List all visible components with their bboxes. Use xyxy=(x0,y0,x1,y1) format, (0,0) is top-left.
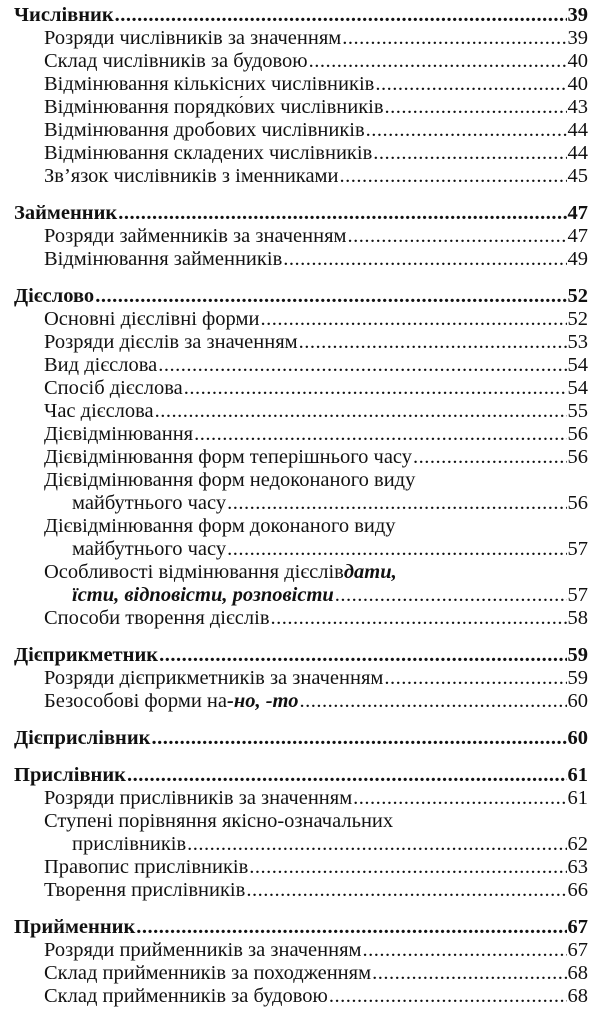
entry-line xyxy=(0,538,600,561)
dot-leader xyxy=(375,73,566,96)
page-number: 39 xyxy=(567,27,588,49)
toc-section xyxy=(0,644,600,713)
toc-entry xyxy=(0,308,600,331)
page-number: 44 xyxy=(567,119,588,141)
entry-line xyxy=(0,354,600,377)
entry-line xyxy=(0,27,600,50)
entry-line xyxy=(0,810,600,833)
page-number: 56 xyxy=(567,492,588,514)
dot-leader xyxy=(260,308,566,331)
entry-line xyxy=(0,856,600,879)
entry-line xyxy=(0,833,600,856)
dot-leader xyxy=(413,446,567,469)
toc-section xyxy=(0,727,600,750)
dot-leader xyxy=(347,225,566,248)
entry-line xyxy=(0,561,600,584)
page-number: 47 xyxy=(567,202,588,224)
toc-entry xyxy=(0,810,600,856)
toc-entry xyxy=(0,561,600,607)
entry-text: Склад прийменників за будовою xyxy=(44,985,328,1007)
entry-line xyxy=(0,446,600,469)
page-number: 59 xyxy=(567,644,588,666)
page-number: 52 xyxy=(567,285,588,307)
dot-leader xyxy=(127,764,567,787)
toc-entry xyxy=(0,985,600,1008)
toc-entry xyxy=(0,856,600,879)
entry-text: Творення прислівників xyxy=(44,879,246,901)
entry-text: Основні дієслівні форми xyxy=(44,308,260,330)
toc-entry xyxy=(0,515,600,561)
toc-entry xyxy=(0,27,600,50)
entry-line xyxy=(0,142,600,165)
toc-section xyxy=(0,764,600,902)
page-number: 45 xyxy=(567,165,588,187)
dot-leader xyxy=(118,202,566,225)
toc-section xyxy=(0,202,600,271)
dot-leader xyxy=(155,400,567,423)
toc-entry xyxy=(0,787,600,810)
page-number: 39 xyxy=(567,4,588,26)
toc-entry xyxy=(0,225,600,248)
dot-leader xyxy=(329,985,567,1008)
dot-leader xyxy=(299,690,566,713)
dot-leader xyxy=(299,331,567,354)
entry-text: прислівників xyxy=(72,833,187,855)
entry-line xyxy=(0,119,600,142)
dot-leader xyxy=(246,879,566,902)
page-number: 55 xyxy=(567,400,588,422)
page-number: 57 xyxy=(567,538,588,560)
page-number: 57 xyxy=(567,584,588,606)
dot-leader xyxy=(309,50,567,73)
dot-leader xyxy=(227,538,566,561)
dot-leader xyxy=(283,248,566,271)
entry-line xyxy=(0,400,600,423)
dot-leader xyxy=(372,962,566,985)
entry-line xyxy=(0,225,600,248)
toc-entry xyxy=(0,667,600,690)
page-number: 43 xyxy=(567,96,588,118)
entry-text: Розряди прислівників за значенням xyxy=(44,787,353,809)
toc-section xyxy=(0,916,600,1008)
toc-section xyxy=(0,285,600,630)
dot-leader xyxy=(335,584,567,607)
page-number: 44 xyxy=(567,142,588,164)
entry-line xyxy=(0,667,600,690)
page-number: 47 xyxy=(567,225,588,247)
entry-emphasis: -но, -то xyxy=(227,690,299,712)
entry-line xyxy=(0,939,600,962)
entry-text: Відмінювання займенників xyxy=(44,248,283,270)
toc-entry xyxy=(0,73,600,96)
toc-entry xyxy=(0,165,600,188)
toc-entry xyxy=(0,879,600,902)
dot-leader xyxy=(366,119,567,142)
toc-entry xyxy=(0,331,600,354)
section-heading xyxy=(0,916,600,939)
section-title: Дієприкметник xyxy=(14,644,159,666)
entry-text: Правопис прислівників xyxy=(44,856,249,878)
entry-line xyxy=(0,248,600,271)
entry-text: Способи творення дієслів xyxy=(44,607,270,629)
toc-entry xyxy=(0,400,600,423)
entry-text: Розряди дієслів за значенням xyxy=(44,331,298,353)
dot-leader xyxy=(115,4,567,27)
entry-text: Час дієслова xyxy=(44,400,154,422)
page-number: 61 xyxy=(567,787,588,809)
dot-leader xyxy=(385,96,567,119)
page-number: 68 xyxy=(567,985,588,1007)
entry-line xyxy=(0,962,600,985)
toc-entry xyxy=(0,377,600,400)
toc-entry xyxy=(0,962,600,985)
entry-line xyxy=(0,377,600,400)
dot-leader xyxy=(373,142,566,165)
entry-text: Розряди дієприкметників за значенням xyxy=(44,667,384,689)
toc-entry xyxy=(0,142,600,165)
section-title: Прислівник xyxy=(14,764,126,786)
toc-section xyxy=(0,4,600,188)
entry-text: майбутнього часу xyxy=(72,538,227,560)
entry-text: Склад числівників за будовою xyxy=(44,50,308,72)
dot-leader xyxy=(227,492,566,515)
page-number: 67 xyxy=(567,916,588,938)
page-number: 66 xyxy=(567,879,588,901)
entry-text: Безособові форми на xyxy=(44,690,227,712)
section-title: Дієприслівник xyxy=(14,727,151,749)
page-number: 60 xyxy=(567,727,588,749)
section-heading xyxy=(0,202,600,225)
entry-line xyxy=(0,879,600,902)
section-heading xyxy=(0,4,600,27)
toc-entry xyxy=(0,248,600,271)
page-number: 67 xyxy=(567,939,588,961)
toc-entry xyxy=(0,96,600,119)
entry-emphasis: їсти, відповісти, розповісти xyxy=(72,584,334,606)
dot-leader xyxy=(271,607,567,630)
section-title: Числівник xyxy=(14,4,114,26)
page-number: 56 xyxy=(567,446,588,468)
entry-text: Розряди прийменників за значенням xyxy=(44,939,362,961)
entry-line xyxy=(0,96,600,119)
dot-leader xyxy=(340,165,567,188)
page-number: 61 xyxy=(567,764,588,786)
entry-line xyxy=(0,469,600,492)
entry-text: Розряди числівників за значенням xyxy=(44,27,342,49)
dot-leader xyxy=(194,423,566,446)
entry-line xyxy=(0,331,600,354)
dot-leader xyxy=(362,939,566,962)
section-heading xyxy=(0,764,600,787)
entry-line xyxy=(0,308,600,331)
toc-entry xyxy=(0,50,600,73)
toc-entry xyxy=(0,119,600,142)
toc-entry xyxy=(0,469,600,515)
entry-line xyxy=(0,787,600,810)
entry-text: Особливості відмінювання дієслів xyxy=(44,561,344,583)
entry-emphasis: дати, xyxy=(343,561,397,583)
entry-text: Відмінювання дробових числівників xyxy=(44,119,365,141)
dot-leader xyxy=(184,377,567,400)
page-number: 62 xyxy=(567,833,588,855)
entry-text: Дієвідмінювання форм доконаного виду xyxy=(44,515,396,537)
entry-text: Відмінювання складених числівників xyxy=(44,142,373,164)
toc-entry xyxy=(0,690,600,713)
entry-text: Дієвідмінювання форм недоконаного виду xyxy=(44,469,416,491)
entry-line xyxy=(0,690,600,713)
section-title: Дієслово xyxy=(14,285,95,307)
dot-leader xyxy=(95,285,566,308)
dot-leader xyxy=(249,856,566,879)
entry-text: Відмінювання кількісних числівників xyxy=(44,73,375,95)
toc-entry xyxy=(0,423,600,446)
toc-entry xyxy=(0,446,600,469)
page-number: 54 xyxy=(567,354,588,376)
page-number: 58 xyxy=(567,607,588,629)
table-of-contents xyxy=(0,4,600,1022)
entry-text: Зв’язок числівників з іменниками xyxy=(44,165,339,187)
entry-line xyxy=(0,985,600,1008)
entry-line xyxy=(0,73,600,96)
page-number: 63 xyxy=(567,856,588,878)
dot-leader xyxy=(384,667,566,690)
section-title: Прийменник xyxy=(14,916,136,938)
dot-leader xyxy=(353,787,566,810)
page-number: 40 xyxy=(567,73,588,95)
dot-leader xyxy=(151,727,566,750)
toc-entry xyxy=(0,607,600,630)
page-number: 60 xyxy=(567,690,588,712)
entry-text: Ступені порівняння якісно-означальних xyxy=(44,810,394,832)
entry-text: Склад прийменників за походженням xyxy=(44,962,372,984)
entry-line xyxy=(0,492,600,515)
page-number: 49 xyxy=(567,248,588,270)
section-title: Займенник xyxy=(14,202,118,224)
entry-line xyxy=(0,584,600,607)
toc-entry xyxy=(0,939,600,962)
page-number: 68 xyxy=(567,962,588,984)
entry-text: Вид дієслова xyxy=(44,354,158,376)
entry-text: Дієвідмінювання xyxy=(44,423,194,445)
dot-leader xyxy=(159,644,566,667)
dot-leader xyxy=(342,27,566,50)
section-heading xyxy=(0,285,600,308)
page-number: 54 xyxy=(567,377,588,399)
dot-leader xyxy=(158,354,566,377)
entry-text: майбутнього часу xyxy=(72,492,227,514)
entry-text: Розряди займенників за значенням xyxy=(44,225,347,247)
page-number: 59 xyxy=(567,667,588,689)
entry-text: Дієвідмінювання форм теперішнього часу xyxy=(44,446,412,468)
page-number: 40 xyxy=(567,50,588,72)
section-heading xyxy=(0,727,600,750)
dot-leader xyxy=(136,916,566,939)
entry-line xyxy=(0,515,600,538)
section-heading xyxy=(0,644,600,667)
toc-entry xyxy=(0,354,600,377)
entry-line xyxy=(0,607,600,630)
entry-text: Відмінювання порядко́вих числівників xyxy=(44,96,384,118)
page-number: 52 xyxy=(567,308,588,330)
page-number: 53 xyxy=(567,331,588,353)
dot-leader xyxy=(187,833,566,856)
entry-line xyxy=(0,165,600,188)
entry-line xyxy=(0,50,600,73)
page-number: 56 xyxy=(567,423,588,445)
entry-line xyxy=(0,423,600,446)
entry-text: Спосіб дієслова xyxy=(44,377,183,399)
